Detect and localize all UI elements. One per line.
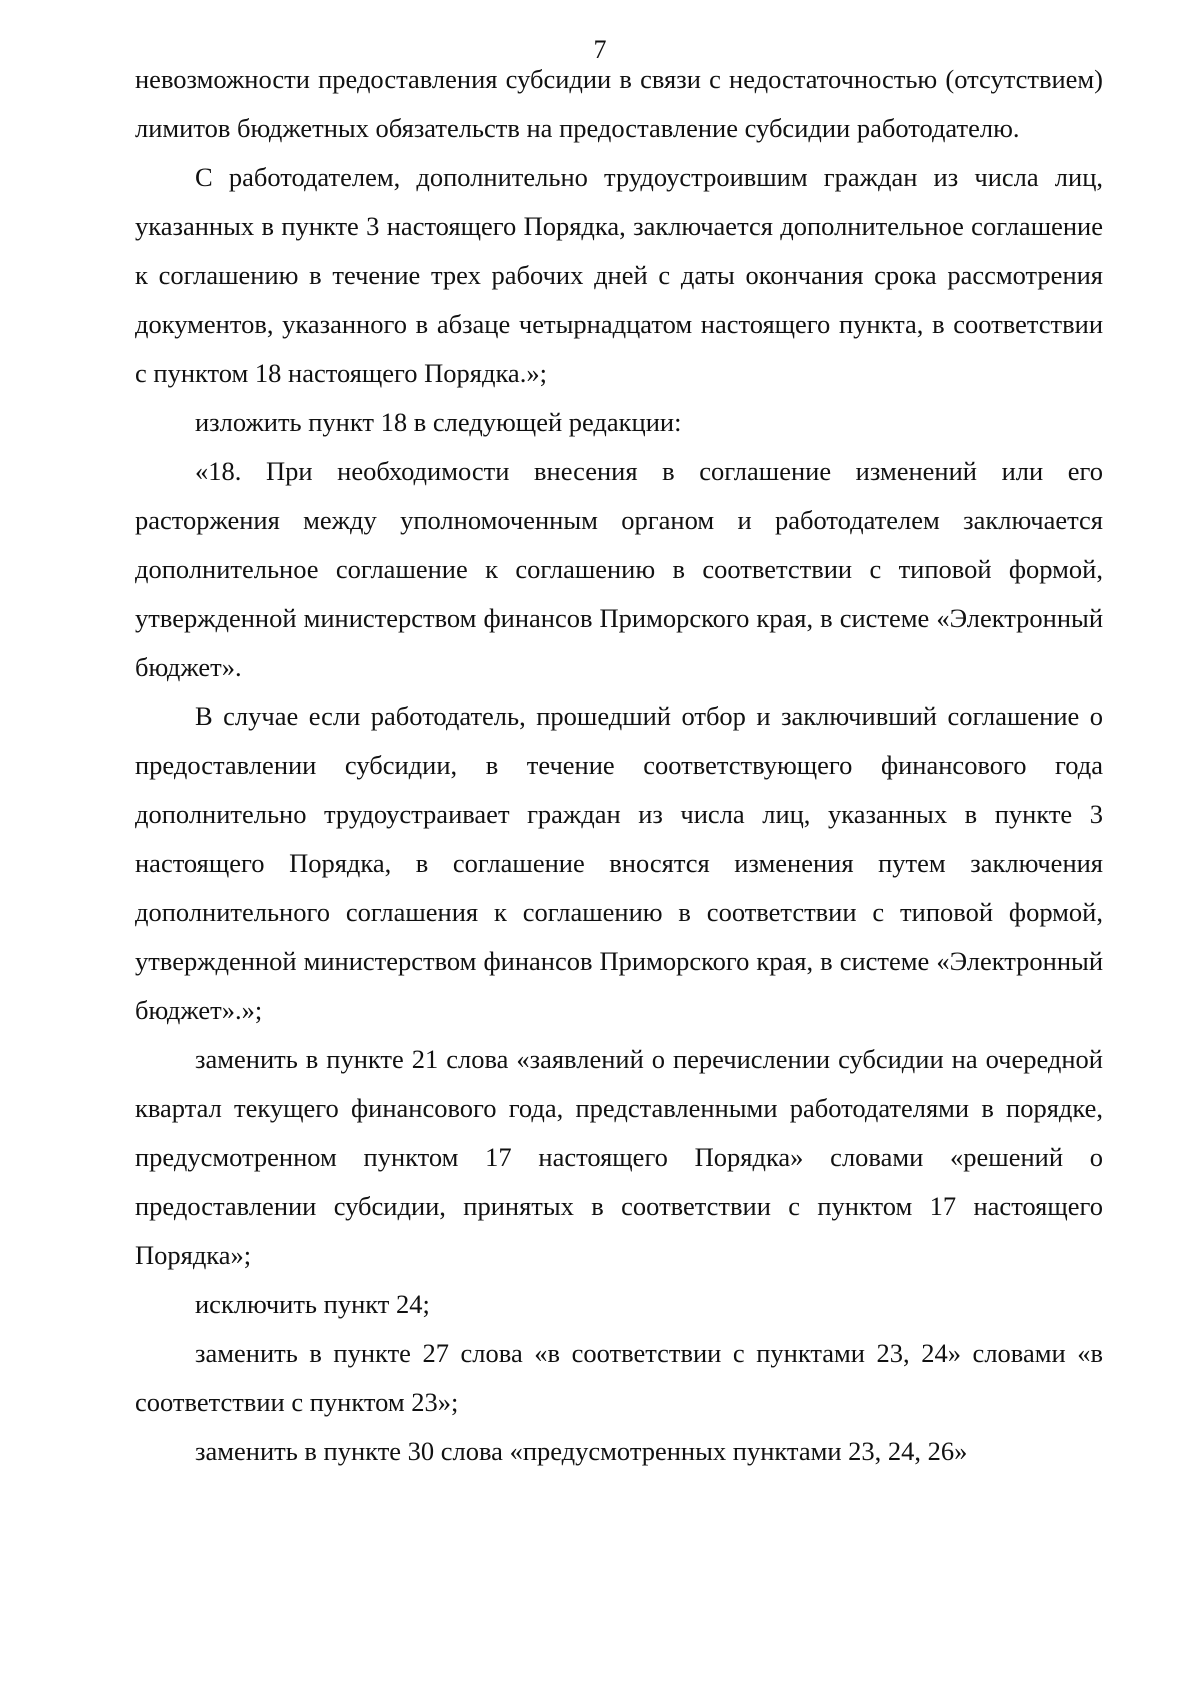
paragraph-6: заменить в пункте 21 слова «заявлений о перечислении субсидии на очередной квартал текущего финансового года, представленными работодателями в порядке, предусмотренном пунктом 17 настоящего Порядка» словами «решений о предоставлении субсидии, принятых в соответствии с пунктом 17 настоящего Порядка»;	[135, 1044, 1103, 1270]
paragraph-3: изложить пункт 18 в следующей редакции:	[195, 407, 682, 437]
paragraph-4: «18. При необходимости внесения в соглашение изменений или его расторжения между уполномоченным органом и работодателем заключается дополнительное соглашение к соглашению в соответствии с типовой формой, утвержденной министерством финансов Приморского края, в системе «Электронный бюджет».	[135, 456, 1103, 682]
paragraph-7: исключить пункт 24;	[195, 1289, 430, 1319]
paragraph-1: невозможности предоставления субсидии в связи с недостаточностью (отсутствием) лимитов бюджетных обязательств на предоставление субсидии работодателю.	[135, 64, 1103, 143]
paragraph-2: С работодателем, дополнительно трудоустроившим граждан из числа лиц, указанных в пункте 3 настоящего Порядка, заключается дополнительное соглашение к соглашению в течение трех рабочих дней с даты окончания срока рассмотрения документов, указанного в абзаце четырнадцатом настоящего пункта, в соответствии с пунктом 18 настоящего Порядка.»;	[135, 162, 1103, 388]
paragraph-8: заменить в пункте 27 слова «в соответствии с пунктами 23, 24» словами «в соответствии с пунктом 23»;	[135, 1338, 1103, 1417]
paragraph-5: В случае если работодатель, прошедший отбор и заключивший соглашение о предоставлении субсидии, в течение соответствующего финансового года дополнительно трудоустраивает граждан из числа лиц, указанных в пункте 3 настоящего Порядка, в соглашение вносятся изменения путем заключения дополнительного соглашения к соглашению в соответствии с типовой формой, утвержденной министерством финансов Приморского края, в системе «Электронный бюджет».»;	[135, 701, 1103, 1025]
page-number: 7	[593, 35, 607, 64]
document-body	[135, 55, 1103, 1476]
paragraph-9: заменить в пункте 30 слова «предусмотренных пунктами 23, 24, 26»	[195, 1436, 968, 1466]
